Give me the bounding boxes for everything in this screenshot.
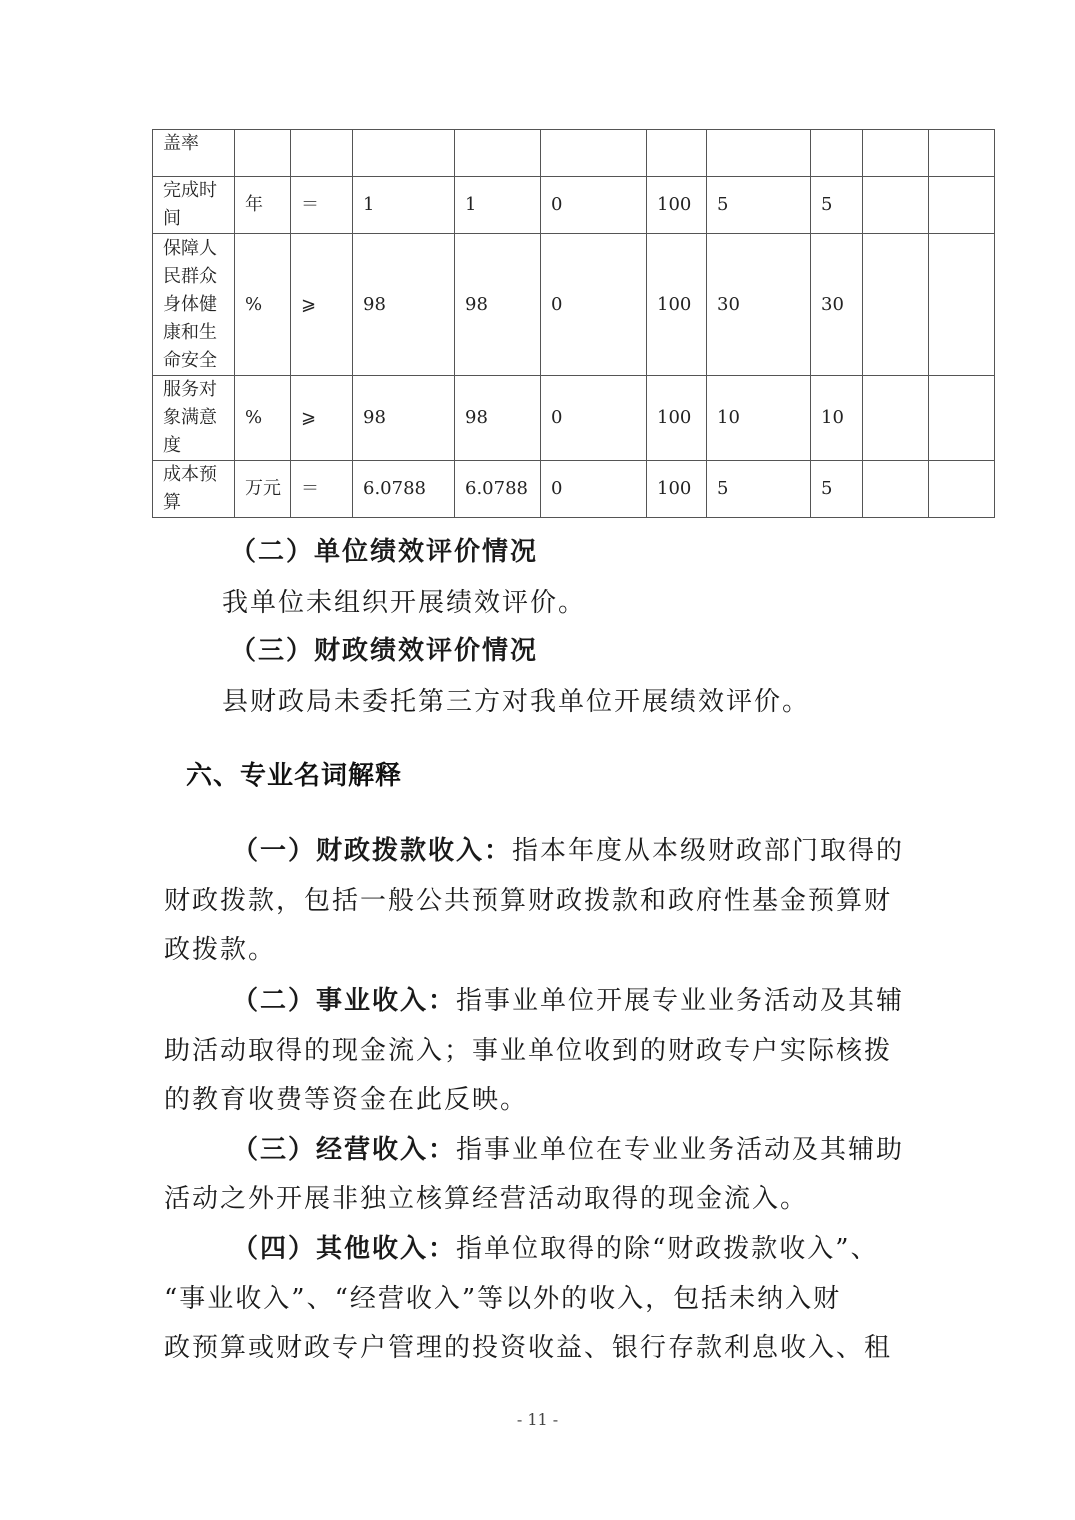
table-cell-c9 bbox=[863, 461, 929, 518]
table-cell-unit: % bbox=[235, 234, 291, 376]
table-cell-score2: 5 bbox=[811, 461, 863, 518]
glossary-item-3-line-1 bbox=[232, 1129, 904, 1166]
table-cell-c9 bbox=[863, 177, 929, 234]
table-row bbox=[153, 234, 995, 376]
table-cell-score1 bbox=[707, 130, 811, 177]
table-cell-score1: 10 bbox=[707, 376, 811, 461]
table-cell-name: 盖率 bbox=[153, 130, 235, 177]
table-cell-name: 成本预算 bbox=[153, 461, 235, 518]
table-cell-c10 bbox=[929, 130, 995, 177]
table-cell-weight: 100 bbox=[647, 234, 707, 376]
table-cell-unit: 万元 bbox=[235, 461, 291, 518]
table-cell-weight: 100 bbox=[647, 461, 707, 518]
table-cell-op bbox=[291, 130, 353, 177]
table-cell-c10 bbox=[929, 177, 995, 234]
table-cell-c10 bbox=[929, 376, 995, 461]
glossary-term-1: （一）财政拨款收入： bbox=[232, 836, 513, 866]
table-cell-score2: 30 bbox=[811, 234, 863, 376]
table-cell-name: 保障人民群众身体健康和生命安全 bbox=[153, 234, 235, 376]
table-cell-c9 bbox=[863, 376, 929, 461]
table-cell-unit bbox=[235, 130, 291, 177]
table-cell-c9 bbox=[863, 234, 929, 376]
table-cell-score2: 5 bbox=[811, 177, 863, 234]
table-cell-op: ＝ bbox=[291, 177, 353, 234]
table-cell-target: 1 bbox=[353, 177, 455, 234]
glossary-item-3-line-2: 活动之外开展非独立核算经营活动取得的现金流入。 bbox=[164, 1184, 809, 1214]
glossary-text: 指事业单位在专业业务活动及其辅助 bbox=[456, 1135, 905, 1165]
table-cell-score2: 10 bbox=[811, 376, 863, 461]
glossary-item-4-line-2: “事业收入”、“经营收入”等以外的收入，包括未纳入财 bbox=[164, 1284, 842, 1314]
fin-eval-text: 县财政局未委托第三方对我单位开展绩效评价。 bbox=[222, 687, 811, 717]
glossary-text: 指事业单位开展专业业务活动及其辅 bbox=[456, 986, 905, 1016]
glossary-item-4-line-1 bbox=[232, 1228, 879, 1265]
glossary-item-2-line-1 bbox=[232, 980, 904, 1017]
table-cell-target: 98 bbox=[353, 234, 455, 376]
table-cell-dev: 0 bbox=[541, 461, 647, 518]
glossary-item-1-line-1 bbox=[232, 830, 904, 867]
glossary-text: 指单位取得的除“财政拨款收入”、 bbox=[456, 1234, 879, 1264]
table-cell-dev: 0 bbox=[541, 376, 647, 461]
glossary-term-3: （三）经营收入： bbox=[232, 1135, 457, 1165]
table-cell-unit: 年 bbox=[235, 177, 291, 234]
table-row bbox=[153, 177, 995, 234]
table-cell-op: ⩾ bbox=[291, 376, 353, 461]
table-cell-op: ＝ bbox=[291, 461, 353, 518]
table-cell-name: 完成时间 bbox=[153, 177, 235, 234]
table-cell-score1: 5 bbox=[707, 177, 811, 234]
table-cell-actual bbox=[455, 130, 541, 177]
table-cell-weight: 100 bbox=[647, 376, 707, 461]
table-cell-actual: 1 bbox=[455, 177, 541, 234]
table-cell-unit: % bbox=[235, 376, 291, 461]
table-cell-target bbox=[353, 130, 455, 177]
page-number: - 11 - bbox=[516, 1410, 559, 1429]
table-cell-op: ⩾ bbox=[291, 234, 353, 376]
table-cell-actual: 98 bbox=[455, 234, 541, 376]
table-cell-score2 bbox=[811, 130, 863, 177]
table-row bbox=[153, 461, 995, 518]
table-cell-dev: 0 bbox=[541, 177, 647, 234]
table-cell-dev bbox=[541, 130, 647, 177]
table-cell-score1: 5 bbox=[707, 461, 811, 518]
performance-indicator-table bbox=[152, 129, 995, 518]
table-row bbox=[153, 376, 995, 461]
glossary-item-2-line-3: 的教育收费等资金在此反映。 bbox=[164, 1085, 529, 1115]
table-cell-target: 6.0788 bbox=[353, 461, 455, 518]
glossary-item-1-line-2: 财政拨款，包括一般公共预算财政拨款和政府性基金预算财 bbox=[164, 886, 893, 916]
glossary-heading: 六、专业名词解释 bbox=[186, 761, 403, 791]
unit-eval-heading: （二）单位绩效评价情况 bbox=[230, 537, 539, 567]
glossary-item-2-line-2: 助活动取得的现金流入；事业单位收到的财政专户实际核拨 bbox=[164, 1036, 893, 1066]
table-cell-name: 服务对象满意度 bbox=[153, 376, 235, 461]
glossary-item-4-line-3: 政预算或财政专户管理的投资收益、银行存款利息收入、租 bbox=[164, 1333, 893, 1363]
table-cell-actual: 6.0788 bbox=[455, 461, 541, 518]
table-cell-weight: 100 bbox=[647, 177, 707, 234]
glossary-term-2: （二）事业收入： bbox=[232, 986, 457, 1016]
glossary-term-4: （四）其他收入： bbox=[232, 1234, 457, 1264]
unit-eval-text: 我单位未组织开展绩效评价。 bbox=[222, 588, 587, 618]
glossary-text: 指本年度从本级财政部门取得的 bbox=[512, 836, 905, 866]
table-cell-c10 bbox=[929, 461, 995, 518]
table-cell-c9 bbox=[863, 130, 929, 177]
table-row bbox=[153, 130, 995, 177]
table-cell-dev: 0 bbox=[541, 234, 647, 376]
table-cell-c10 bbox=[929, 234, 995, 376]
table-cell-weight bbox=[647, 130, 707, 177]
fin-eval-heading: （三）财政绩效评价情况 bbox=[230, 636, 539, 666]
glossary-item-1-line-3: 政拨款。 bbox=[164, 935, 277, 965]
table-cell-target: 98 bbox=[353, 376, 455, 461]
table-cell-actual: 98 bbox=[455, 376, 541, 461]
table-cell-score1: 30 bbox=[707, 234, 811, 376]
